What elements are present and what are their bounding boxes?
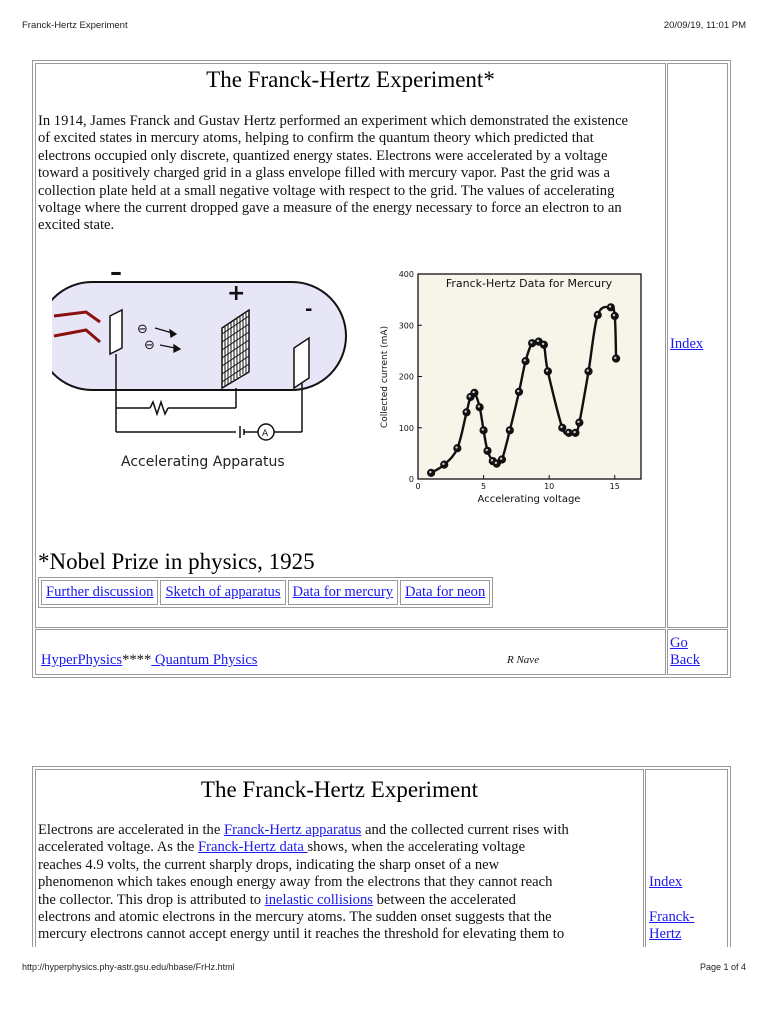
data-point-highlight [429,471,431,473]
paragraph-line: Electrons are accelerated in the Franck-Hertz apparatus and the collected current rises with [38,822,569,838]
minus-sign-right: - [305,299,313,320]
data-point-highlight [517,390,519,392]
franck-hertz-link-line1: Franck- [649,909,695,925]
further-discussion-link[interactable]: Further discussion [46,584,154,600]
data-point-highlight [542,343,544,345]
data-point-highlight [587,369,589,371]
y-tick-label: 200 [398,372,414,382]
go-back-cell [667,629,728,675]
paragraph-line: electrons and atomic electrons in the mercury atoms. The sudden onset suggests that the [38,909,552,926]
electron-2: ⊖ [144,338,155,353]
section2-content-cell [35,769,644,947]
data-point-highlight [442,463,444,465]
nav-cell-mercury [288,580,398,605]
paragraph-line: phenomenon which takes enough energy away from the electrons that they cannot reach [38,874,553,891]
section2-index-cell [645,769,728,947]
print-footer [22,962,746,976]
x-tick-label: 15 [609,482,620,491]
franck-hertz-chart [366,262,656,512]
data-point-highlight [524,359,526,361]
go-back-link[interactable]: Go Back [670,635,700,668]
section2-title: The Franck-Hertz Experiment [200,777,479,802]
y-tick-label: 100 [398,423,414,433]
data-point-highlight [530,341,532,343]
nav-cell-sketch [160,580,285,605]
data-point-highlight [495,462,497,464]
data-point-highlight [546,369,548,371]
print-header [22,20,746,34]
chart-xlabel: Accelerating voltage [477,494,581,505]
franck-hertz-link-line2: Hertz [649,926,682,942]
data-point-highlight [596,313,598,315]
data-point-highlight [577,421,579,423]
data-point-highlight [478,405,480,407]
data-point-highlight [482,428,484,430]
section1-nav-table [38,577,493,608]
print-header-datetime: 20/09/19, 11:01 PM [663,20,746,31]
x-tick-label: 10 [544,482,555,491]
data-point-highlight [486,449,488,451]
electron-1: ⊖ [137,322,148,337]
data-for-mercury-link[interactable]: Data for mercury [292,584,394,600]
apparatus-diagram [52,258,362,473]
chart-ylabel: Collected current (mA) [380,325,390,429]
print-footer-page: Page 1 of 4 [699,962,746,972]
author-name: R Nave [507,654,540,666]
nobel-note: *Nobel Prize in physics, 1925 [38,549,315,574]
section1-index-cell [667,63,728,628]
section1-title: The Franck-Hertz Experiment* [206,67,495,92]
x-tick-label: 5 [481,482,487,491]
data-point-highlight [468,395,470,397]
data-point-highlight [573,431,575,433]
data-point-highlight [455,446,457,448]
section2-index-link[interactable]: Index [649,874,683,890]
y-tick-label: 400 [398,270,414,279]
paragraph-line: the collector. This drop is attributed to inelastic collisions between the accelerated [38,891,516,908]
cathode-plate [110,310,122,354]
data-point-highlight [508,428,510,430]
y-tick-label: 0 [408,475,414,484]
minus-sign-top: – [110,258,122,286]
ammeter-label: A [262,429,269,439]
data-point-highlight [465,410,467,412]
inline-link[interactable]: Franck-Hertz data [198,839,308,856]
data-point-highlight [613,314,615,316]
paragraph-line: accelerated voltage. As the Franck-Hertz data shows, when the accelerating voltage [38,839,526,856]
inline-link[interactable]: inelastic collisions [264,891,373,908]
plot-area-frame [418,274,641,479]
sketch-of-apparatus-link[interactable]: Sketch of apparatus [165,584,281,600]
data-point-highlight [609,305,611,307]
data-point-highlight [472,391,474,393]
inline-link[interactable]: Franck-Hertz apparatus [223,822,362,838]
print-header-title: Franck-Hertz Experiment [22,20,128,31]
section1-footer-cell [35,629,666,675]
print-footer-url: http://hyperphysics.phy-astr.gsu.edu/hbase/FrHz.html [22,962,235,972]
data-point-highlight [491,459,493,461]
paragraph-line: mercury electrons cannot accept energy until it reaches the threshold for elevating them to [38,926,565,943]
x-tick-label: 0 [415,482,421,491]
section2-paragraph [38,822,641,944]
y-tick-label: 300 [398,321,414,331]
nav-cell-further [41,580,158,605]
data-point-highlight [567,431,569,433]
footer-stars: **** [122,652,152,668]
chart-title: Franck-Hertz Data for Mercury [445,277,613,290]
franck-hertz-link[interactable] [649,909,694,943]
data-point-highlight [500,458,502,460]
plus-sign: + [227,281,246,306]
nav-cell-neon [400,580,490,605]
index-link[interactable]: Index [670,336,704,352]
data-point-highlight [537,340,539,342]
data-point-highlight [614,357,616,359]
footer-links [41,652,257,669]
data-point-highlight [560,426,562,428]
section1-paragraph: In 1914, James Franck and Gustav Hertz performed an experiment which demonstrated the existence of excited states in mercury atoms, helping to confirm the quantum theory which predicted that electrons occupied only discrete, quantized energy states. Electrons were accelerated by a voltage toward a positively charged grid in a glass envelope filled with mercury vapor. Past the grid was a collection plate held at a small negative voltage with respect to the grid. The values of accelerating voltage where the current dropped gave a measure of the energy necessary to force an electron to an excited state. [38,113,629,234]
apparatus-caption: Accelerating Apparatus [121,454,285,470]
data-for-neon-link[interactable]: Data for neon [405,584,486,600]
quantum-physics-link[interactable]: Quantum Physics [151,652,258,668]
paragraph-line: reaches 4.9 volts, the current sharply drops, indicating the sharp onset of a new [38,856,500,873]
hyperphysics-link[interactable]: HyperPhysics [41,652,123,668]
